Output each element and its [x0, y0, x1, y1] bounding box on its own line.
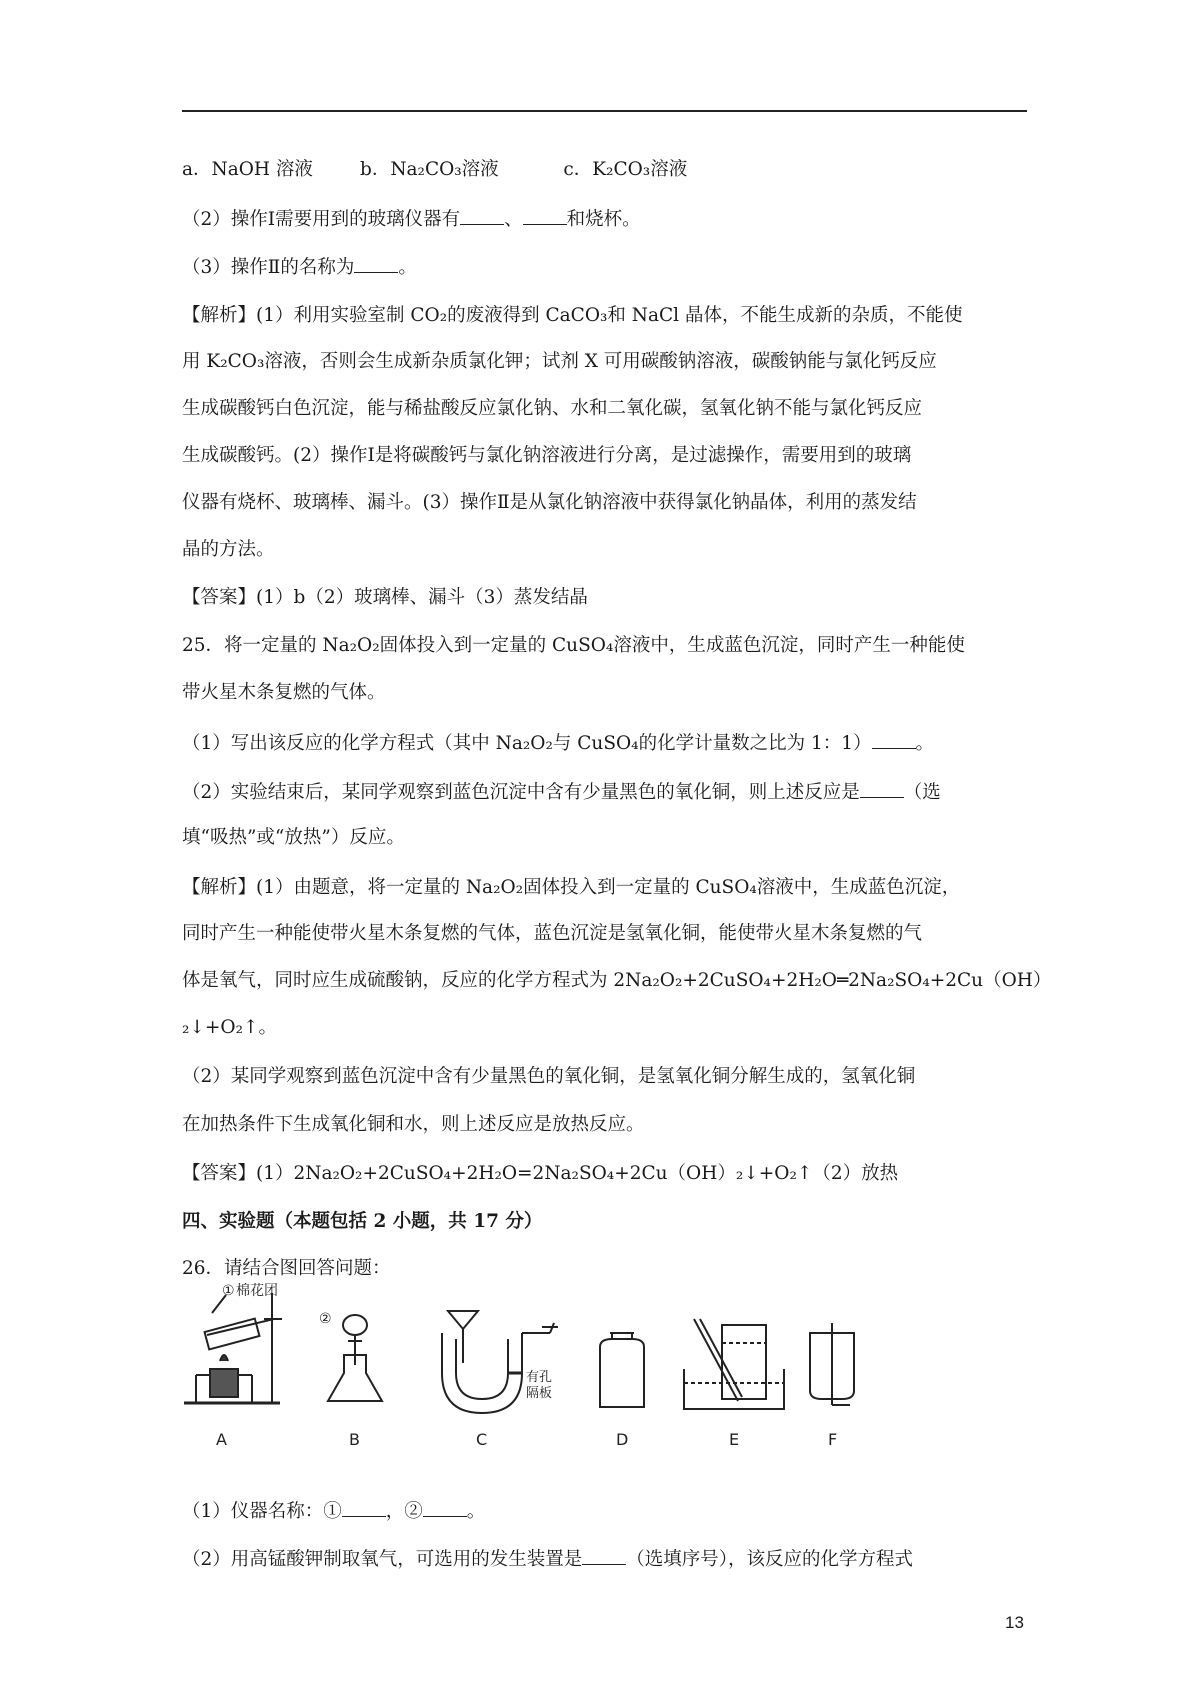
- analysis-line: 体是氧气，同时应生成硫酸钠，反应的化学方程式为 2Na₂O₂+2CuSO₄+2H₂O═2Na₂SO₄+2Cu（OH）: [182, 970, 1052, 991]
- apparatus-f: [810, 1323, 854, 1405]
- analysis-line: ₂↓+O₂↑。: [182, 1017, 278, 1038]
- analysis-line: 仪器有烧杯、玻璃棒、漏斗。(3）操作Ⅱ是从氯化钠溶液中获得氯化钠晶体，利用的蒸发结: [182, 492, 917, 513]
- question-3-line: （3）操作Ⅱ的名称为 。: [182, 254, 417, 280]
- answer-line: 【答案】(1）b（2）玻璃棒、漏斗（3）蒸发结晶: [182, 587, 588, 608]
- answer-blank[interactable]: [354, 254, 398, 273]
- answer-blank[interactable]: [423, 1498, 467, 1517]
- apparatus-e: [684, 1319, 784, 1409]
- section-heading: 四、实验题（本题包括 2 小题，共 17 分）: [182, 1211, 543, 1232]
- annotation-cotton: 棉花团: [236, 1283, 278, 1299]
- apparatus-b: [328, 1315, 382, 1401]
- answer-blank[interactable]: [342, 1498, 386, 1517]
- answer-line: 【答案】(1）2Na₂O₂+2CuSO₄+2H₂O=2Na₂SO₄+2Cu（OH）₂↓+O₂↑（2）放热: [182, 1163, 899, 1184]
- analysis-line: （2）某同学观察到蓝色沉淀中含有少量黑色的氧化铜，是氢氧化铜分解生成的，氢氧化铜: [182, 1066, 916, 1087]
- label-c: C: [476, 1430, 488, 1449]
- answer-blank[interactable]: [582, 1546, 626, 1565]
- answer-blank[interactable]: [523, 206, 567, 225]
- apparatus-figure: [182, 1283, 1022, 1458]
- label-f: F: [828, 1430, 838, 1449]
- analysis-line: 同时产生一种能使带火星木条复燃的气体，蓝色沉淀是氢氧化铜，能使带火星木条复燃的气: [182, 923, 923, 944]
- analysis-line: 用 K₂CO₃溶液，否则会生成新杂质氯化钾；试剂 X 可用碳酸钠溶液，碳酸钠能与氯化钙反应: [182, 351, 937, 372]
- option-line: a．NaOH 溶液 b．Na₂CO₃溶液 c．K₂CO₃溶液: [182, 159, 688, 180]
- annotation-2: ②: [319, 1311, 332, 1327]
- analysis-line: 在加热条件下生成氧化铜和水，则上述反应是放热反应。: [182, 1114, 645, 1135]
- header-rule: [182, 110, 1027, 112]
- question-26-1-line: （1）仪器名称：① ，② 。: [182, 1498, 485, 1524]
- analysis-line: 生成碳酸钙白色沉淀，能与稀盐酸反应氯化钠、水和二氧化碳，氢氧化钠不能与氯化钙反应: [182, 398, 923, 419]
- analysis-line: 晶的方法。: [182, 539, 275, 560]
- label-a: A: [216, 1430, 227, 1449]
- question-2-line: （2）操作Ⅰ需要用到的玻璃仪器有 、 和烧杯。: [182, 206, 641, 232]
- question-25-line: 带火星木条复燃的气体。: [182, 682, 386, 703]
- question-26-2-line: （2）用高锰酸钾制取氧气，可选用的发生装置是 （选填序号），该反应的化学方程式: [182, 1546, 913, 1572]
- page-number: 13: [1005, 1613, 1024, 1632]
- apparatus-d: [600, 1333, 644, 1407]
- analysis-line: 【解析】(1）由题意，将一定量的 Na₂O₂固体投入到一定量的 CuSO₄溶液中，生成蓝色沉淀，: [182, 877, 961, 898]
- label-e: E: [729, 1430, 740, 1449]
- question-26-line: 26．请结合图回答问题：: [182, 1258, 391, 1279]
- label-b: B: [349, 1430, 360, 1449]
- analysis-line: 生成碳酸钙。(2）操作Ⅰ是将碳酸钙与氯化钠溶液进行分离，是过滤操作，需要用到的玻璃: [182, 445, 912, 466]
- answer-blank[interactable]: [860, 779, 904, 798]
- analysis-line: 【解析】(1）利用实验室制 CO₂的废液得到 CaCO₃和 NaCl 晶体，不能生成新的杂质，不能使: [182, 305, 963, 326]
- annotation-plate: 有孔: [526, 1370, 553, 1385]
- annotation-1: ①: [222, 1283, 235, 1299]
- question-25-2-line: 填“吸热”或“放热”）反应。: [182, 827, 405, 848]
- label-d: D: [616, 1430, 629, 1449]
- question-25-2-line: （2）实验结束后，某同学观察到蓝色沉淀中含有少量黑色的氧化铜，则上述反应是 （选: [182, 779, 941, 805]
- answer-blank[interactable]: [872, 730, 916, 749]
- question-25-1-line: （1）写出该反应的化学方程式（其中 Na₂O₂与 CuSO₄的化学计量数之比为 1：1） 。: [182, 730, 934, 756]
- question-25-line: 25．将一定量的 Na₂O₂固体投入到一定量的 CuSO₄溶液中，生成蓝色沉淀，同时产生一种能使: [182, 635, 965, 656]
- answer-blank[interactable]: [460, 206, 504, 225]
- annotation-plate: 隔板: [526, 1386, 553, 1401]
- apparatus-a: [184, 1293, 282, 1403]
